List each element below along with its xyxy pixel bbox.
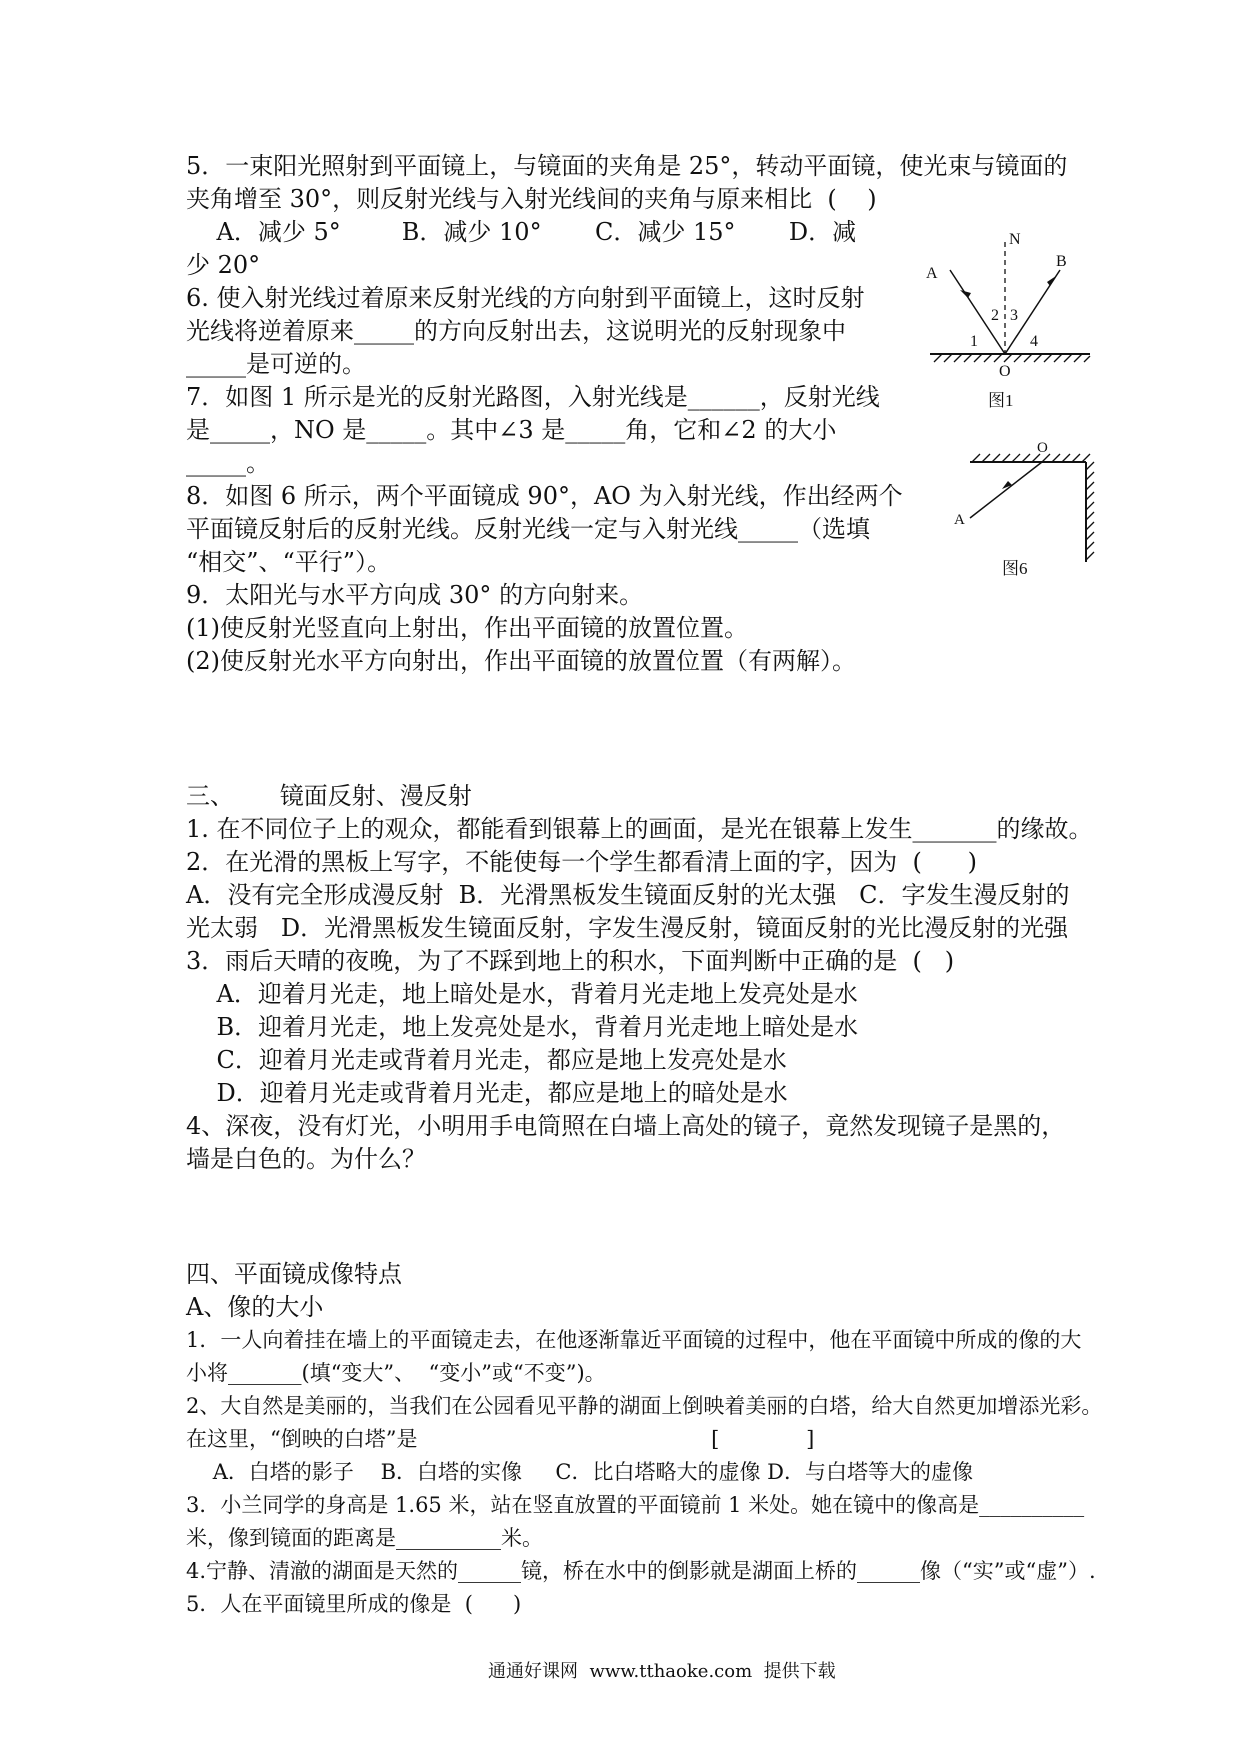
s3-q3-option-b: B．迎着月光走，地上发亮处是水，背着月光走地上暗处是水 <box>186 1013 859 1041</box>
s4-q3-line1: 3．小兰同学的身高是 1.65 米，站在竖直放置的平面镜前 1 米处。她在镜中的像高是__________ <box>186 1493 1085 1517</box>
fig6-label-a: A <box>954 512 965 528</box>
q9-part2: (2)使反射光水平方向射出，作出平面镜的放置位置（有两解）。 <box>186 647 856 675</box>
s3-q2: 2．在光滑的黑板上写字，不能使每一个学生都看清上面的字，因为 ( ) <box>186 848 978 876</box>
q5-line2: 夹角增至 30°，则反射光线与入射光线间的夹角与原来相比 ( ) <box>186 185 877 213</box>
s3-q2-options-2: 光太弱 D．光滑黑板发生镜面反射，字发生漫反射，镜面反射的光比漫反射的光强 <box>186 914 1069 942</box>
s3-q4-line2: 墙是白色的。为什么？ <box>186 1145 426 1173</box>
fig1-label-n: N <box>1009 231 1021 248</box>
footer-text: 通通好课网 www.tthaoke.com 提供下载 <box>488 1661 836 1682</box>
section-3-heading: 三、 镜面反射、漫反射 <box>186 782 472 810</box>
q6-line3: _____是可逆的。 <box>186 350 366 378</box>
s4-q2-line1: 2、大自然是美丽的，当我们在公园看见平静的湖面上倒映着美丽的白塔，给大自然更加增添光彩。 <box>186 1394 1103 1418</box>
s4-q2-options: A．白塔的影子 B．白塔的实像 C．比白塔略大的虚像 D．与白塔等大的虚像 <box>186 1460 973 1484</box>
s3-q3-option-c: C．迎着月光走或背着月光走，都应是地上发亮处是水 <box>186 1046 787 1074</box>
fig1-label-2: 2 <box>991 307 999 324</box>
fig1-caption: 图1 <box>988 391 1014 410</box>
fig1-label-b: B <box>1056 253 1067 270</box>
q7-line2: 是_____，NO 是_____。其中∠3 是_____角，它和∠2 的大小 <box>186 416 837 444</box>
q6-line2: 光线将逆着原来_____的方向反射出去，这说明光的反射现象中 <box>186 317 846 345</box>
q8-line1: 8．如图 6 所示，两个平面镜成 90°，AO 为入射光线，作出经两个 <box>186 482 903 510</box>
s4-q5: 5．人在平面镜里所成的像是 ( ) <box>186 1592 522 1616</box>
fig1-label-1: 1 <box>970 333 978 350</box>
s3-q4-line1: 4、深夜，没有灯光，小明用手电筒照在白墙上高处的镜子，竟然发现镜子是黑的， <box>186 1112 1066 1140</box>
q8-line2: 平面镜反射后的反射光线。反射光线一定与入射光线_____（选填 <box>186 515 870 543</box>
q9-line1: 9．太阳光与水平方向成 30° 的方向射来。 <box>186 581 644 609</box>
s3-q3: 3．雨后天晴的夜晚，为了不踩到地上的积水，下面判断中正确的是 ( ) <box>186 947 955 975</box>
s3-q3-option-d: D．迎着月光走或背着月光走，都应是地上的暗处是水 <box>186 1079 788 1107</box>
fig6-caption: 图6 <box>1002 559 1028 578</box>
s4-q4: 4.宁静、清澈的湖面是天然的______镜，桥在水中的倒影就是湖面上桥的______像（“实”或“虚”）. <box>186 1559 1096 1583</box>
q7-line1: 7．如图 1 所示是光的反射光路图，入射光线是______，反射光线 <box>186 383 880 411</box>
fig1-label-4: 4 <box>1030 333 1038 350</box>
s4-subheading-a: A、像的大小 <box>186 1293 324 1321</box>
q8-line3: “相交”、“平行”）。 <box>186 548 392 576</box>
fig1-label-a: A <box>926 265 938 282</box>
q6-line1: 6. 使入射光线过着原来反射光线的方向射到平面镜上，这时反射 <box>186 284 865 312</box>
q5-line1: 5．一束阳光照射到平面镜上，与镜面的夹角是 25°，转动平面镜，使光束与镜面的 <box>186 152 1068 180</box>
figure-6-diagram <box>940 440 1120 580</box>
q5-options: A．减少 5° B．减少 10° C．减少 15° D．减 <box>186 218 857 246</box>
s3-q1: 1. 在不同位子上的观众，都能看到银幕上的画面，是光在银幕上发生_______的缘故。 <box>186 815 1093 843</box>
q9-part1: (1)使反射光竖直向上射出，作出平面镜的放置位置。 <box>186 614 748 642</box>
fig1-label-o: O <box>999 363 1011 380</box>
s4-q1-line2: 小将_______(填“变大”、 “变小”或“不变”)。 <box>186 1361 606 1385</box>
s4-q1-line1: 1．一人向着挂在墙上的平面镜走去，在他逐渐靠近平面镜的过程中，他在平面镜中所成的像的大 <box>186 1328 1082 1352</box>
q5-options-cont: 少 20° <box>186 251 261 279</box>
q7-line3: _____。 <box>186 449 270 477</box>
s4-q3-line2: 米，像到镜面的距离是__________米。 <box>186 1526 543 1550</box>
section-4-heading: 四、平面镜成像特点 <box>186 1260 402 1288</box>
fig6-label-o: O <box>1037 440 1048 456</box>
s4-q2-line2: 在这里，“倒映的白塔”是 [ ] <box>186 1427 815 1451</box>
s3-q3-option-a: A．迎着月光走，地上暗处是水，背着月光走地上发亮处是水 <box>186 980 858 1008</box>
s3-q2-options-1: A．没有完全形成漫反射 B．光滑黑板发生镜面反射的光太强 C．字发生漫反射的 <box>186 881 1070 909</box>
fig1-label-3: 3 <box>1010 307 1018 324</box>
figure-1-diagram <box>920 230 1120 410</box>
